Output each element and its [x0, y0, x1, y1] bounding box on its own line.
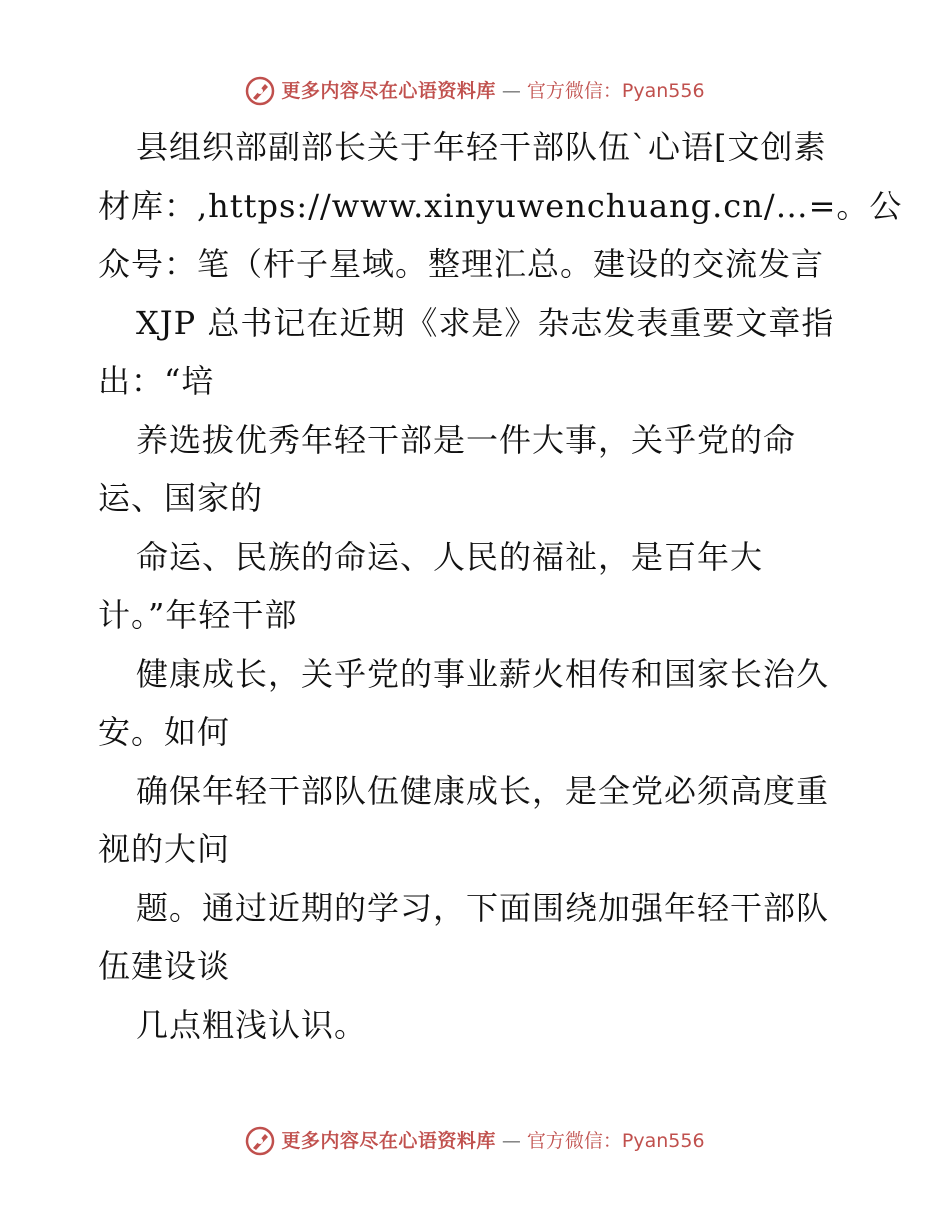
watermark-sub-text: 官方微信：Pyan556: [526, 1130, 705, 1152]
text-line: XJP 总书记在近期《求是》杂志发表重要文章指: [136, 303, 835, 342]
document-body: [98, 118, 903, 1054]
watermark-dash: —: [501, 1130, 521, 1152]
footer-watermark: [0, 1126, 950, 1156]
text-line: 命运、民族的命运、人民的福祉，是百年大: [136, 537, 764, 576]
text-line: 出：“培: [98, 362, 215, 400]
text-line: 众号：笔（杆子星域。整理汇总。建设的交流发言: [98, 245, 825, 283]
text-line: 伍建设谈: [98, 947, 231, 985]
header-watermark: [0, 76, 950, 106]
pen-seal-icon: [245, 1126, 275, 1156]
text-line: 安。如何: [98, 713, 231, 751]
watermark-main-text: 更多内容尽在心语资料库: [281, 1130, 496, 1152]
pen-seal-icon: [245, 76, 275, 106]
watermark-sub-text: 官方微信：Pyan556: [526, 80, 705, 102]
text-line: 计。”年轻干部: [98, 596, 298, 634]
text-line: 运、国家的: [98, 479, 264, 517]
text-line: 视的大问: [98, 830, 231, 868]
text-line: 县组织部副部长关于年轻干部队伍`心语[文创素: [136, 128, 827, 166]
watermark-dash: —: [501, 80, 521, 102]
text-line: 材库：,https://www.xinyuwenchuang.cn/…=。公: [98, 186, 903, 225]
text-line: 题。通过近期的学习，下面围绕加强年轻干部队: [136, 888, 830, 927]
text-line: 确保年轻干部队伍健康成长，是全党必须高度重: [136, 771, 830, 810]
watermark-main-text: 更多内容尽在心语资料库: [281, 80, 496, 102]
text-line: 健康成长，关乎党的事业薪火相传和国家长治久: [136, 654, 830, 693]
text-line: 养选拔优秀年轻干部是一件大事，关乎党的命: [136, 420, 797, 459]
text-line: 几点粗浅认识。: [136, 1005, 368, 1044]
